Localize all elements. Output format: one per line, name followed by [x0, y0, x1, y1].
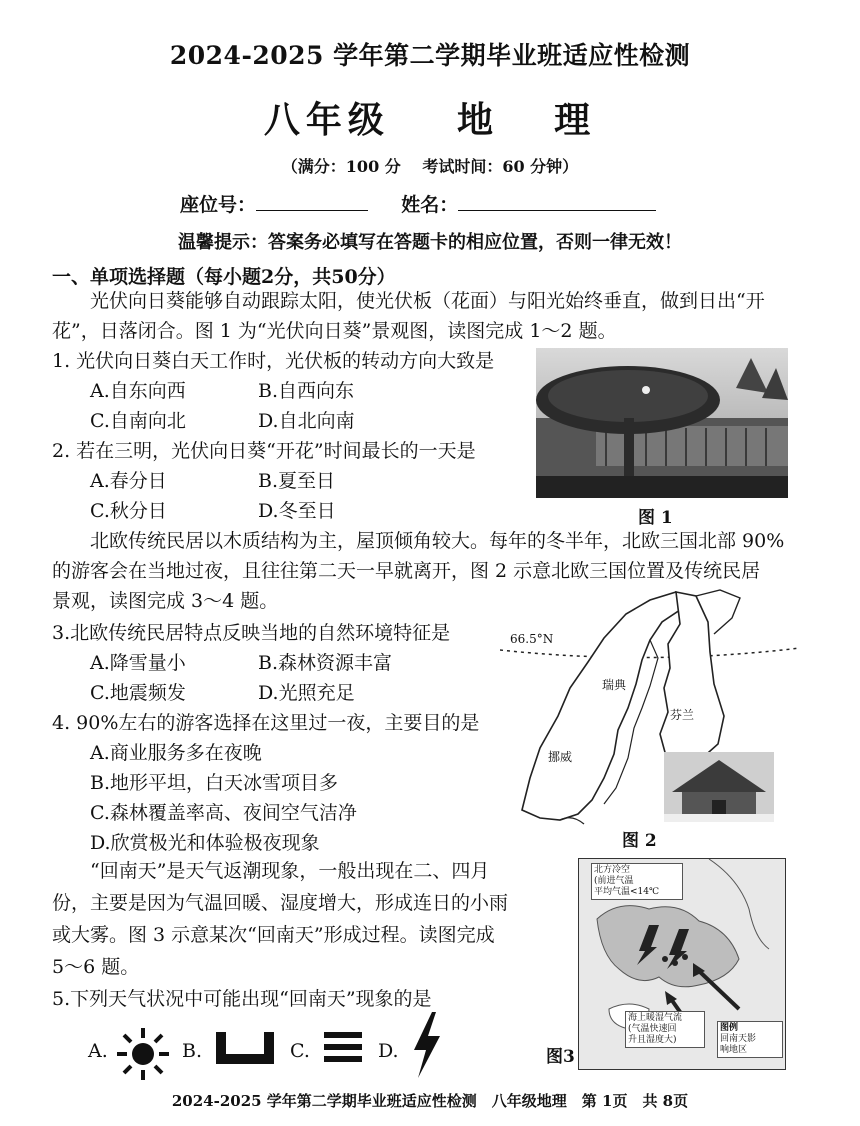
q2-option-b: B.夏至日: [258, 470, 336, 492]
figure3-sea-air-line1: 海上暖湿气流: [628, 1013, 683, 1023]
q5-option-b-label: B.: [182, 1040, 203, 1062]
figure3-legend-line1: 回南天影: [720, 1034, 757, 1044]
passage1-line2: 花”，日落闭合。图 1 为“光伏向日葵”景观图，读图完成 1～2 题。: [52, 320, 617, 342]
q2-option-d: D.冬至日: [258, 500, 336, 522]
figure1-caption: 图 1: [638, 508, 673, 528]
q5-option-c-label: C.: [290, 1040, 310, 1062]
q3-option-b: B.森林资源丰富: [258, 652, 393, 674]
figure2-latitude-label: 66.5°N: [510, 632, 554, 646]
q4-option-a: A.商业服务多在夜晚: [90, 742, 262, 764]
exam-meta: （满分：100 分 考试时间：60 分钟）: [281, 157, 579, 176]
sandstorm-icon: [212, 1030, 278, 1070]
figure3-caption: 图3: [546, 1047, 575, 1067]
subject-title: [0, 92, 860, 143]
fog-icon: [322, 1030, 364, 1068]
figure3-north-air-line2: (前进气温: [594, 876, 634, 886]
figure3-sea-air-box: [625, 1011, 705, 1048]
notice: 温馨提示：答案务必填写在答题卡的相应位置，否则一律无效！: [178, 232, 682, 253]
q1-option-d: D.自北向南: [258, 410, 355, 432]
passage2-line1: 北欧传统民居以木质结构为主，屋顶倾角较大。每年的冬半年，北欧三国北部 90%: [90, 530, 785, 552]
q3-option-c: C.地震频发: [90, 682, 186, 704]
figure2-house-photo: [664, 752, 774, 822]
q5-option-d-label: D.: [378, 1040, 399, 1062]
sunny-icon: [115, 1026, 171, 1086]
section-heading: 一、单项选择题（每小题2分，共50分）: [52, 266, 396, 288]
figure3-sea-air-line2: (气温快速回: [628, 1024, 677, 1034]
figure3-legend-title: 图例: [720, 1023, 739, 1033]
seat-label: 座位号：: [180, 194, 257, 216]
q1-option-c: C.自南向北: [90, 410, 186, 432]
figure3-sea-air-line3: 升且湿度大): [628, 1035, 677, 1045]
q1-stem: 1. 光伏向日葵白天工作时，光伏板的转动方向大致是: [52, 350, 495, 372]
q4-option-d: D.欣赏极光和体验极夜现象: [90, 832, 320, 854]
q3-option-a: A.降雪量小: [90, 652, 186, 674]
subject-char-2: 理: [554, 99, 597, 141]
passage3-line4: 5～6 题。: [52, 956, 140, 978]
figure2-caption: 图 2: [622, 831, 657, 851]
seat-input-line[interactable]: [256, 192, 368, 211]
passage3-line1: “回南天”是天气返潮现象，一般出现在二、四月: [90, 860, 490, 882]
figure2-label-finland: 芬兰: [670, 708, 695, 722]
name-label: 姓名：: [401, 194, 459, 216]
passage3-line3: 或大雾。图 3 示意某次“回南天”形成过程。读图完成: [52, 924, 495, 946]
q1-option-a: A.自东向西: [90, 380, 186, 402]
subject-char-1: 地: [456, 99, 499, 141]
thunderstorm-icon: [410, 1010, 444, 1084]
name-input-line[interactable]: [458, 192, 656, 211]
q2-stem: 2. 若在三明，光伏向日葵“开花”时间最长的一天是: [52, 440, 476, 462]
student-fields: [180, 190, 656, 217]
q4-option-b: B.地形平坦，白天冰雪项目多: [90, 772, 339, 794]
passage2-line3: 景观，读图完成 3～4 题。: [52, 590, 279, 612]
q5-option-a-label: A.: [88, 1040, 108, 1062]
figure3-north-air-line1: 北方冷空: [594, 865, 631, 875]
q2-option-a: A.春分日: [90, 470, 167, 492]
subject-grade: 八年级: [263, 99, 390, 141]
q1-option-b: B.自西向东: [258, 380, 355, 402]
q3-option-d: D.光照充足: [258, 682, 355, 704]
q3-stem: 3.北欧传统民居特点反映当地的自然环境特征是: [52, 622, 451, 644]
figure3-map: [578, 858, 786, 1070]
exam-title: 2024-2025 学年第二学期毕业班适应性检测: [169, 41, 691, 70]
q5-stem: 5.下列天气状况中可能出现“回南天”现象的是: [52, 988, 432, 1010]
figure2-label-norway: 挪威: [548, 750, 573, 764]
figure3-north-air-box: [591, 863, 683, 900]
q4-stem: 4. 90%左右的游客选择在这里过一夜，主要目的是: [52, 712, 480, 734]
page-footer: 2024-2025 学年第二学期毕业班适应性检测 八年级地理 第 1页 共 8页: [171, 1092, 689, 1110]
q4-option-c: C.森林覆盖率高、夜间空气洁净: [90, 802, 357, 824]
figure2-label-sweden: 瑞典: [602, 678, 627, 692]
figure1-photo: [536, 348, 788, 498]
figure3-legend: [717, 1021, 783, 1058]
q2-option-c: C.秋分日: [90, 500, 167, 522]
passage3-line2: 份，主要是因为气温回暖、湿度增大，形成连日的小雨: [52, 892, 509, 914]
passage1-line1: 光伏向日葵能够自动跟踪太阳，使光伏板（花面）与阳光始终垂直，做到日出“开: [90, 290, 765, 312]
figure3-north-air-line3: 平均气温<14℃: [594, 887, 660, 897]
figure3-legend-line2: 响地区: [720, 1045, 748, 1055]
passage2-line2: 的游客会在当地过夜，且往往第二天一早就离开，图 2 示意北欧三国位置及传统民居: [52, 560, 761, 582]
